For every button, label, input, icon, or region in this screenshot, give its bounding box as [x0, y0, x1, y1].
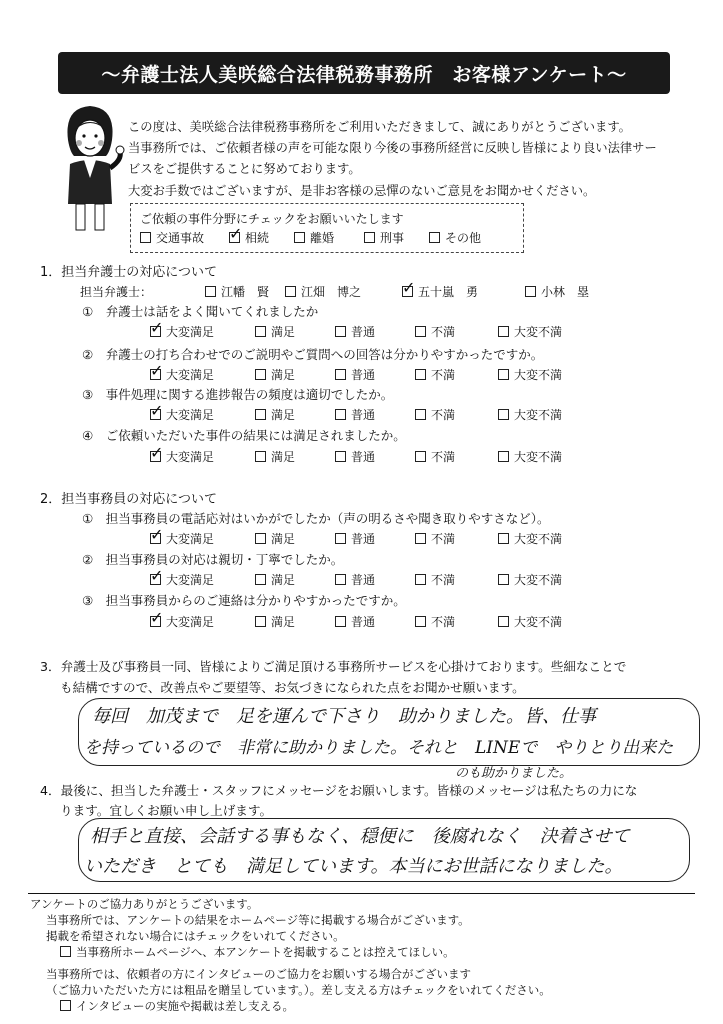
- rating-option[interactable]: [415, 530, 455, 547]
- lawyer-option-4[interactable]: 小林 塁: [525, 283, 589, 300]
- rating-label: 普通: [351, 450, 376, 464]
- rating-option[interactable]: [150, 323, 214, 340]
- lawyer-label: 担当弁護士：: [80, 285, 153, 299]
- rating-option[interactable]: [150, 448, 214, 465]
- intro-line-2: 当事務所では、ご依頼者様の声を可能な限り今後の事務所経営に反映し皆様により良い法律サー: [128, 141, 657, 155]
- checkbox-checked[interactable]: [150, 616, 161, 627]
- rating-label: 大変不満: [514, 573, 563, 587]
- rating-option[interactable]: [150, 530, 214, 547]
- rating-label: 満足: [271, 573, 296, 587]
- category-option-other[interactable]: その他: [429, 229, 481, 246]
- checkbox[interactable]: [498, 326, 509, 337]
- category-option-criminal[interactable]: 刑事: [364, 229, 404, 246]
- checkbox-checked[interactable]: [150, 409, 161, 420]
- checkbox[interactable]: [498, 369, 509, 380]
- s2-q2: ② 担当事務員の対応は親切・丁寧でしたか。: [82, 552, 344, 567]
- checkbox[interactable]: [335, 326, 346, 337]
- checkbox[interactable]: [498, 574, 509, 585]
- rating-label: 不満: [431, 325, 456, 339]
- section2-title: 2．担当事務員の対応について: [40, 492, 218, 507]
- intro-line-1: この度は、美咲総合法律税務事務所をご利用いただきまして、誠にありがとうございます。: [128, 120, 631, 134]
- checkbox[interactable]: [255, 409, 266, 420]
- rating-label: 満足: [271, 615, 296, 629]
- footer-opt-out-website[interactable]: 当事務所ホームページへ、本アンケートを掲載することは控えてほしい。: [60, 944, 455, 960]
- rating-option[interactable]: [498, 448, 562, 465]
- checkbox[interactable]: [498, 533, 509, 544]
- section4-answer-line-2: いただき とても 満足しています。本当にお世話になりました。: [84, 856, 623, 877]
- checkbox[interactable]: [335, 616, 346, 627]
- checkbox[interactable]: [415, 326, 426, 337]
- rating-option[interactable]: [255, 366, 295, 383]
- s1-q2: ② 弁護士の打ち合わせでのご説明やご質問への回答は分かりやすかったですか。: [82, 347, 544, 362]
- rating-option[interactable]: [335, 571, 375, 588]
- lawyer-option-2[interactable]: 江畑 博之: [285, 283, 361, 300]
- footer-line-4: 当事務所では、依頼者の方にインタビューのご協力をお願いする場合がございます: [46, 967, 472, 981]
- rating-option[interactable]: [150, 571, 214, 588]
- rating-option[interactable]: [498, 323, 562, 340]
- checkbox[interactable]: [60, 1000, 71, 1011]
- rating-label: 大変不満: [514, 325, 563, 339]
- checkbox[interactable]: [140, 232, 151, 243]
- rating-option[interactable]: [255, 571, 295, 588]
- rating-option[interactable]: [498, 613, 562, 630]
- category-option-inheritance[interactable]: ✓ 相続: [229, 229, 269, 246]
- checkbox-checked[interactable]: [150, 326, 161, 337]
- rating-label: 普通: [351, 615, 376, 629]
- rating-option[interactable]: [498, 366, 562, 383]
- checkbox[interactable]: [364, 232, 375, 243]
- checkbox[interactable]: [415, 369, 426, 380]
- checkbox[interactable]: [255, 574, 266, 585]
- rating-label: 不満: [431, 615, 456, 629]
- rating-option[interactable]: [150, 366, 214, 383]
- intro-line-4: 大変お手数ではございますが、是非お客様の忌憚のないご意見をお聞かせください。: [128, 184, 596, 198]
- rating-label: 不満: [431, 450, 456, 464]
- rating-label: 大変不満: [514, 615, 563, 629]
- checkbox[interactable]: [255, 326, 266, 337]
- section4-answer-line-1: 相手と直接、会話する事もなく、穏便に 後腐れなく 決着させて: [90, 826, 630, 847]
- checkbox[interactable]: [415, 533, 426, 544]
- rating-option[interactable]: [150, 613, 214, 630]
- category-prompt: ご依頼の事件分野にチェックをお願いいたします: [140, 212, 404, 226]
- checkbox[interactable]: [255, 616, 266, 627]
- rating-label: 大変不満: [514, 450, 563, 464]
- category-option-traffic[interactable]: 交通事故: [140, 229, 204, 246]
- section1-title: 1．担当弁護士の対応について: [40, 265, 218, 280]
- section3-answer-line-2: を持っているので 非常に助かりました。それと LINEで やりとり出来た: [84, 738, 674, 758]
- checkbox[interactable]: [415, 616, 426, 627]
- section4-line-1: 4．最後に、担当した弁護士・スタッフにメッセージをお願いします。皆様のメッセージは私たちの力にな: [40, 783, 638, 798]
- rating-option[interactable]: [415, 366, 455, 383]
- rating-label: 満足: [271, 532, 296, 546]
- footer-opt-out-interview[interactable]: インタビューの実施や掲載は差し支える。: [60, 998, 294, 1014]
- rating-label: 普通: [351, 325, 376, 339]
- checkbox[interactable]: [335, 451, 346, 462]
- rating-label: 不満: [431, 532, 456, 546]
- checkbox-checked[interactable]: [402, 286, 413, 297]
- checkbox[interactable]: [294, 232, 305, 243]
- rating-label: 満足: [271, 325, 296, 339]
- checkbox[interactable]: [415, 574, 426, 585]
- footer-divider: [28, 893, 695, 894]
- lawyer-option-1[interactable]: 江幡 賢: [205, 283, 269, 300]
- section3-line-2: も結構ですので、改善点やご要望等、お気づきになられた点をお聞かせ願います。: [60, 680, 525, 695]
- footer-thanks: アンケートのご協力ありがとうございます。: [30, 897, 259, 911]
- checkbox[interactable]: [498, 409, 509, 420]
- checkbox[interactable]: [498, 616, 509, 627]
- rating-label: 大変満足: [166, 408, 215, 422]
- rating-label: 普通: [351, 368, 376, 382]
- intro-line-3: ビスをご提供することに努めております。: [128, 162, 361, 176]
- checkbox[interactable]: [335, 574, 346, 585]
- rating-option[interactable]: [255, 530, 295, 547]
- checkbox[interactable]: [415, 451, 426, 462]
- survey-title: ～弁護士法人美咲総合法律税務事務所 お客様アンケート～: [58, 52, 670, 94]
- checkbox-checked[interactable]: [150, 369, 161, 380]
- rating-option[interactable]: [335, 323, 375, 340]
- rating-label: 普通: [351, 408, 376, 422]
- rating-label: 大変満足: [166, 325, 215, 339]
- s1-q1: ① 弁護士は話をよく聞いてくれましたか: [82, 304, 319, 319]
- rating-label: 大変満足: [166, 368, 215, 382]
- rating-label: 不満: [431, 573, 456, 587]
- rating-label: 不満: [431, 368, 456, 382]
- footer-line-5: （ご協力いただいた方には粗品を贈呈しています。）。差し支える方はチェックをいれてください。: [46, 983, 551, 997]
- checkbox[interactable]: [335, 409, 346, 420]
- rating-label: 大変満足: [166, 615, 215, 629]
- rating-option[interactable]: [415, 406, 455, 423]
- checkbox[interactable]: [205, 286, 216, 297]
- rating-option[interactable]: [498, 530, 562, 547]
- rating-option[interactable]: [415, 571, 455, 588]
- rating-option[interactable]: [335, 613, 375, 630]
- rating-option[interactable]: [255, 406, 295, 423]
- category-option-divorce[interactable]: 離婚: [294, 229, 334, 246]
- lawyer-option-3[interactable]: ✓ 五十嵐 勇: [402, 283, 478, 300]
- checkbox[interactable]: [255, 451, 266, 462]
- checkbox[interactable]: [429, 232, 440, 243]
- section3-answer-line-3: のも助かりました。: [455, 766, 573, 781]
- rating-option[interactable]: [415, 613, 455, 630]
- checkbox[interactable]: [415, 409, 426, 420]
- footer-line-2: 掲載を希望されない場合にはチェックをいれてください。: [46, 929, 345, 943]
- checkbox[interactable]: [255, 533, 266, 544]
- rating-option[interactable]: [335, 530, 375, 547]
- rating-option[interactable]: [415, 448, 455, 465]
- rating-label: 満足: [271, 408, 296, 422]
- rating-option[interactable]: [498, 571, 562, 588]
- section4-line-2: ります。宜しくお願い申し上げます。: [60, 803, 273, 818]
- checkbox-checked[interactable]: [150, 533, 161, 544]
- checkbox-checked[interactable]: [150, 574, 161, 585]
- section3-answer-line-1: 毎回 加茂まで 足を運んで下さり 助かりました。皆、仕事: [92, 706, 596, 727]
- checkbox-checked[interactable]: [150, 451, 161, 462]
- rating-option[interactable]: [335, 406, 375, 423]
- footer-line-1: 当事務所では、アンケートの結果をホームページ等に掲載する場合がございます。: [46, 913, 470, 927]
- rating-option[interactable]: [498, 406, 562, 423]
- s1-q3: ③ 事件処理に関する進捗報告の頻度は適切でしたか。: [82, 387, 394, 402]
- rating-option[interactable]: [255, 323, 295, 340]
- rating-label: 大変不満: [514, 408, 563, 422]
- rating-label: 普通: [351, 532, 376, 546]
- rating-option[interactable]: [415, 323, 455, 340]
- checkbox[interactable]: [60, 946, 71, 957]
- checkbox[interactable]: [498, 451, 509, 462]
- rating-label: 不満: [431, 408, 456, 422]
- rating-label: 大変不満: [514, 532, 563, 546]
- checkbox[interactable]: [335, 369, 346, 380]
- s1-q4: ④ ご依頼いただいた事件の結果には満足されましたか。: [82, 428, 406, 443]
- section3-line-1: 3．弁護士及び事務員一同、皆様によりご満足頂ける事務所サービスを心掛けております。些細なことで: [40, 659, 627, 674]
- rating-label: 満足: [271, 368, 296, 382]
- checkbox-checked[interactable]: [229, 232, 240, 243]
- rating-option[interactable]: [255, 613, 295, 630]
- rating-label: 満足: [271, 450, 296, 464]
- checkbox[interactable]: [335, 533, 346, 544]
- checkbox[interactable]: [525, 286, 536, 297]
- rating-label: 大変満足: [166, 450, 215, 464]
- rating-label: 大変満足: [166, 532, 215, 546]
- s2-q3: ③ 担当事務員からのご連絡は分かりやすかったですか。: [82, 593, 406, 608]
- rating-label: 大変満足: [166, 573, 215, 587]
- rating-option[interactable]: [150, 406, 214, 423]
- rating-label: 普通: [351, 573, 376, 587]
- rating-option[interactable]: [255, 448, 295, 465]
- checkbox[interactable]: [255, 369, 266, 380]
- rating-option[interactable]: [335, 366, 375, 383]
- staff-illustration: [50, 100, 130, 235]
- checkbox[interactable]: [285, 286, 296, 297]
- rating-option[interactable]: [335, 448, 375, 465]
- s2-q1: ① 担当事務員の電話応対はいかがでしたか（声の明るさや聞き取りやすさなど）。: [82, 511, 550, 526]
- rating-label: 大変不満: [514, 368, 563, 382]
